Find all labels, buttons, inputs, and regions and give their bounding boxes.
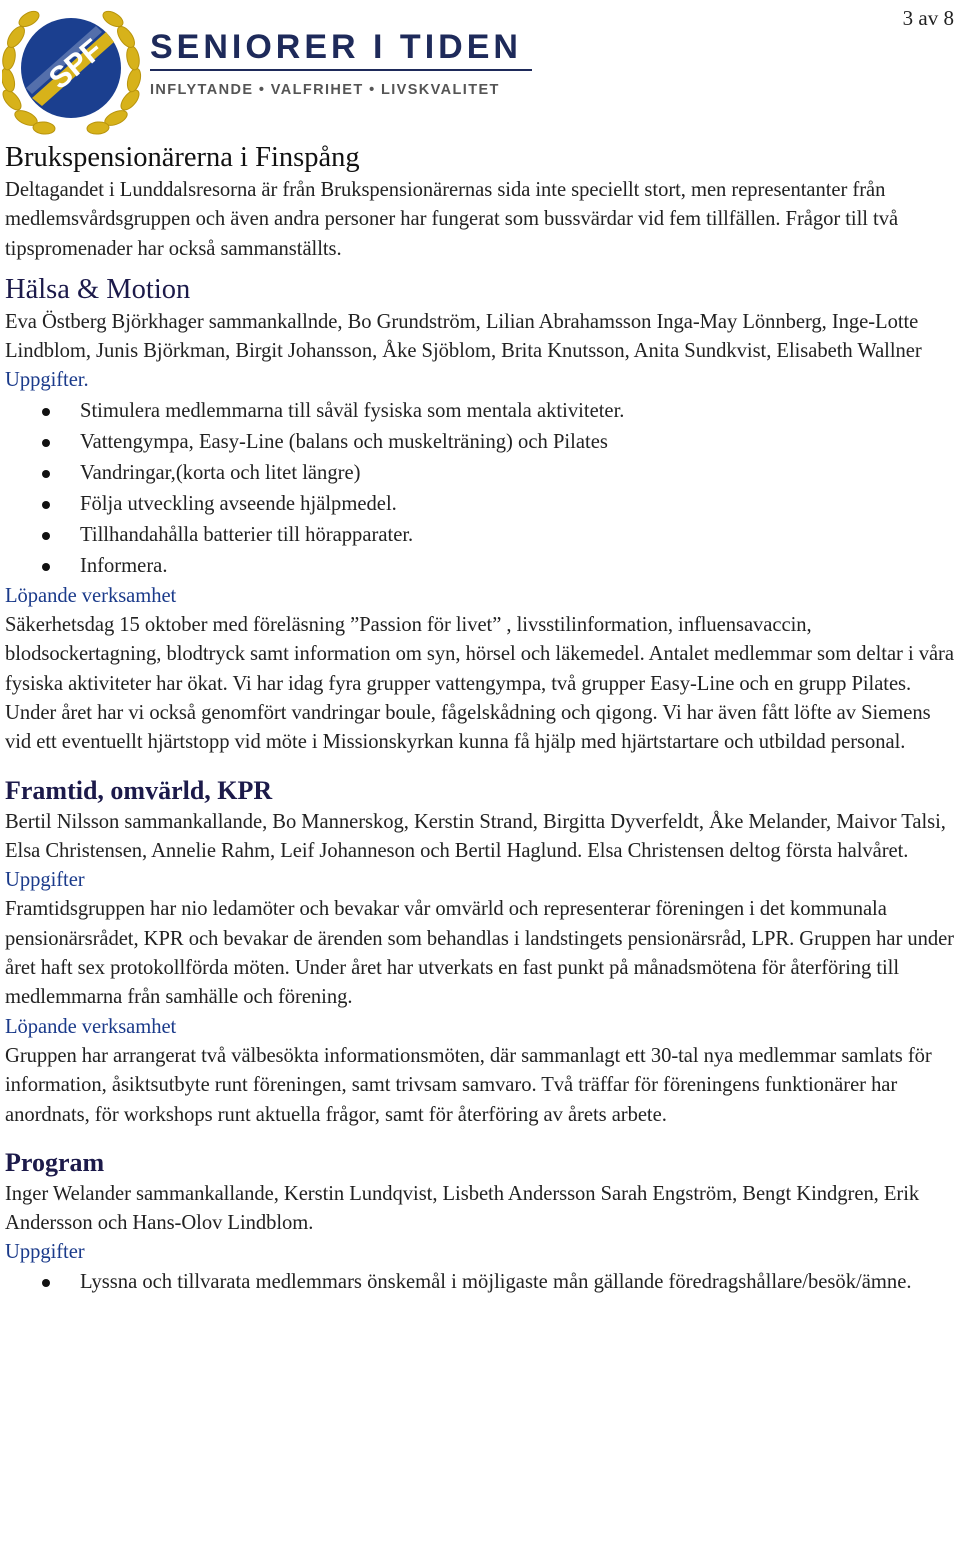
spf-emblem-icon (21, 18, 121, 118)
list-item: Informera. (5, 551, 960, 582)
spf-logo (2, 2, 542, 136)
halsa-ongoing-label: Löpande verksamhet (5, 584, 177, 607)
document-body (5, 140, 960, 1297)
list-item: Lyssna och tillvarata medlemmars önskemål i möjligaste mån gällande föredragshållare/besök/ämne. (5, 1268, 960, 1297)
logo-title: SENIORER I TIDEN (150, 28, 522, 66)
list-item: Vattengympa, Easy-Line (balans och muskelträning) och Pilates (5, 427, 960, 458)
program-tasks-label: Uppgifter (5, 1241, 85, 1264)
list-item: Stimulera medlemmarna till såväl fysiska som mentala aktiviteter. (5, 396, 960, 427)
list-item: Vandringar,(korta och litet längre) (5, 458, 960, 489)
page-number: 3 av 8 (902, 6, 954, 30)
bruks-text: Deltagandet i Lunddalsresorna är från Brukspensionärernas sida inte speciellt stort, men representanter från medlemsvårdsgruppen och även andra personer har fungerat som bussvärdar vid fem tillfällen. Frågor till två tipspromenader har också sammanställts. (5, 179, 899, 260)
framtid-tasks-label: Uppgifter (5, 869, 85, 892)
framtid-tasks-text: Framtidsgruppen har nio ledamöter och bevakar vår omvärld och representerar föreningen i det kommunala pensionärsrådet, KPR och bevakar de ärenden som behandlas i landstingets pensionärsråd, LPR. Gruppen har under året haft sex protokollförda möten. Under året har utverkats en fast punkt på månadsmötena för återföring till medlemmarna från samhälle och förening. (5, 898, 954, 1009)
halsa-tasks-label: Uppgifter. (5, 369, 89, 392)
list-item: Tillhandahålla batterier till hörapparater. (5, 520, 960, 551)
halsa-ongoing-text: Säkerhetsdag 15 oktober med föreläsning ”Passion för livet” , livsstilinformation, influensavaccin, blodsockertagning, blodtryck samt information om syn, hörsel och läkemedel. Antalet medlemmar som deltar i våra fysiska aktiviteter har ökat. Vi har idag fyra grupper vattengympa, två grupper Easy-Line och en grupp Pilates. Under året har vi också genomfört vandringar boule, fågelskådning och qigong. Vi har även fått löfte av Siemens vid ett eventuellt hjärtstopp vid möte i Missionskyrkan kunna få hjälp med hjärtstartare och utbildad personal. (5, 614, 954, 754)
program-task-list (5, 1268, 960, 1297)
list-item: Följa utveckling avseende hjälpmedel. (5, 489, 960, 520)
program-members: Inger Welander sammankallande, Kerstin Lundqvist, Lisbeth Andersson Sarah Engström, Bengt Kindgren, Erik Andersson och Hans-Olov Lindblom. (5, 1182, 920, 1235)
halsa-members: Eva Östberg Björkhager sammankallnde, Bo Grundström, Lilian Abrahamsson Inga-May Lönnberg, Inge-Lotte Lindblom, Junis Björkman, Birgit Johansson, Åke Sjöblom, Brita Knutsson, Anita Sundkvist, Elisabeth Wallner (5, 310, 922, 363)
svg-text:SPF: SPF (43, 33, 110, 96)
section-title-framtid: Framtid, omvärld, KPR (5, 775, 273, 805)
framtid-ongoing-text: Gruppen har arrangerat två välbesökta informationsmöten, där sammanlagt ett 30-tal nya medlemmar samlats för information, åsiktsutbyte runt föreningen, samt trivsam samvaro. Två träffar för föreningens funktionärer har anordnats, för workshops runt aktuella frågor, samt för återföring av årets arbete. (5, 1044, 932, 1126)
halsa-task-list (5, 396, 960, 582)
section-title-program: Program (5, 1147, 105, 1177)
framtid-members: Bertil Nilsson sammankallande, Bo Mannerskog, Kerstin Strand, Birgitta Dyverfeldt, Åke Melander, Maivor Talsi, Elsa Christensen, Annelie Rahm, Leif Johanneson och Bertil Haglund. Elsa Christensen deltog första halvåret. (5, 810, 946, 862)
section-title-bruks: Brukspensionärerna i Finspång (5, 142, 360, 173)
framtid-ongoing-label: Löpande verksamhet (5, 1015, 177, 1038)
logo-tagline: INFLYTANDE • VALFRIHET • LIVSKVALITET (150, 82, 500, 98)
section-title-halsa: Hälsa & Motion (5, 273, 191, 305)
